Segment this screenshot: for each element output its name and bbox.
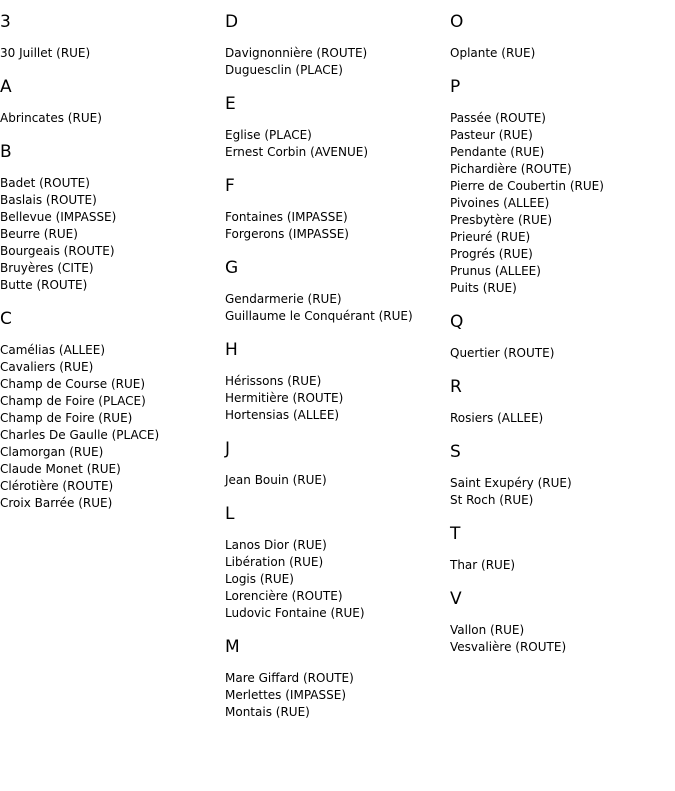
letter-section xyxy=(225,10,445,79)
street-item: Puits (RUE) xyxy=(450,281,517,295)
section-letter-heading: Q xyxy=(450,312,464,332)
section-letter-heading: V xyxy=(450,589,462,609)
letter-section xyxy=(450,75,670,297)
street-item: Ernest Corbin (AVENUE) xyxy=(225,145,369,159)
section-letter-heading: M xyxy=(225,637,240,657)
street-list xyxy=(450,110,670,297)
street-list xyxy=(0,110,220,127)
street-item: Libération (RUE) xyxy=(225,555,324,569)
index-column xyxy=(0,10,220,525)
street-item: Logis (RUE) xyxy=(225,572,294,586)
section-letter-heading: S xyxy=(450,442,461,462)
street-item: Hérissons (RUE) xyxy=(225,374,322,388)
street-item: Presbytère (RUE) xyxy=(450,213,553,227)
letter-section xyxy=(0,75,220,127)
street-list xyxy=(225,472,445,489)
letter-section xyxy=(450,375,670,427)
street-item: Guillaume le Conquérant (RUE) xyxy=(225,309,413,323)
section-letter-heading: O xyxy=(450,12,464,32)
street-list xyxy=(450,557,670,574)
street-item: Pichardière (ROUTE) xyxy=(450,162,572,176)
street-item: Prunus (ALLEE) xyxy=(450,264,541,278)
street-item: Gendarmerie (RUE) xyxy=(225,292,342,306)
street-item: Camélias (ALLEE) xyxy=(0,343,105,357)
street-item: Pivoines (ALLEE) xyxy=(450,196,550,210)
street-item: Eglise (PLACE) xyxy=(225,128,312,142)
letter-section xyxy=(225,174,445,243)
street-item: Champ de Foire (PLACE) xyxy=(0,394,146,408)
street-list xyxy=(225,373,445,424)
street-item: Merlettes (IMPASSE) xyxy=(225,688,346,702)
section-letter-heading: D xyxy=(225,12,239,32)
street-item: Vesvalière (ROUTE) xyxy=(450,640,567,654)
street-item: Champ de Foire (RUE) xyxy=(0,411,133,425)
street-item: Claude Monet (RUE) xyxy=(0,462,121,476)
street-item: Baslais (ROUTE) xyxy=(0,193,97,207)
letter-section xyxy=(225,92,445,161)
letter-section xyxy=(225,437,445,489)
street-item: Thar (RUE) xyxy=(450,558,516,572)
street-item: Cavaliers (RUE) xyxy=(0,360,94,374)
street-item: Bellevue (IMPASSE) xyxy=(0,210,117,224)
street-list xyxy=(0,342,220,512)
letter-section xyxy=(0,10,220,62)
street-item: Champ de Course (RUE) xyxy=(0,377,146,391)
street-item: Beurre (RUE) xyxy=(0,227,78,241)
letter-section xyxy=(450,522,670,574)
street-item: Saint Exupéry (RUE) xyxy=(450,476,572,490)
street-item: Rosiers (ALLEE) xyxy=(450,411,544,425)
section-letter-heading: G xyxy=(225,258,239,278)
street-item: Bourgeais (ROUTE) xyxy=(0,244,115,258)
street-item: Clérotière (ROUTE) xyxy=(0,479,114,493)
letter-section xyxy=(225,338,445,424)
letter-section xyxy=(450,587,670,656)
street-item: Pierre de Coubertin (RUE) xyxy=(450,179,604,193)
street-item: Badet (ROUTE) xyxy=(0,176,90,190)
street-list xyxy=(450,622,670,656)
section-letter-heading: C xyxy=(0,309,12,329)
section-letter-heading: P xyxy=(450,77,461,97)
street-item: 30 Juillet (RUE) xyxy=(0,46,91,60)
street-item: Duguesclin (PLACE) xyxy=(225,63,343,77)
letter-section xyxy=(225,635,445,721)
street-item: Lanos Dior (RUE) xyxy=(225,538,327,552)
street-list xyxy=(0,175,220,294)
street-item: Fontaines (IMPASSE) xyxy=(225,210,348,224)
street-item: Prieuré (RUE) xyxy=(450,230,531,244)
street-list xyxy=(225,670,445,721)
street-item: Abrincates (RUE) xyxy=(0,111,102,125)
street-item: Bruyères (CITE) xyxy=(0,261,94,275)
section-letter-heading: J xyxy=(225,439,231,459)
street-list xyxy=(225,291,445,325)
street-item: Butte (ROUTE) xyxy=(0,278,88,292)
street-item: Vallon (RUE) xyxy=(450,623,525,637)
section-letter-heading: E xyxy=(225,94,236,114)
street-item: Croix Barrée (RUE) xyxy=(0,496,113,510)
section-letter-heading: L xyxy=(225,504,235,524)
street-list xyxy=(450,410,670,427)
street-item: Hermitière (ROUTE) xyxy=(225,391,344,405)
street-item: Passée (ROUTE) xyxy=(450,111,546,125)
street-list xyxy=(225,209,445,243)
street-item: Hortensias (ALLEE) xyxy=(225,408,340,422)
street-item: Pasteur (RUE) xyxy=(450,128,533,142)
index-column xyxy=(225,10,445,734)
street-item: Charles De Gaulle (PLACE) xyxy=(0,428,160,442)
street-item: St Roch (RUE) xyxy=(450,493,534,507)
section-letter-heading: T xyxy=(450,524,461,544)
letter-section xyxy=(225,256,445,325)
street-item: Pendante (RUE) xyxy=(450,145,545,159)
street-item: Quertier (ROUTE) xyxy=(450,346,555,360)
letter-section xyxy=(450,310,670,362)
street-list xyxy=(225,537,445,622)
street-item: Forgerons (IMPASSE) xyxy=(225,227,349,241)
letter-section xyxy=(0,307,220,512)
street-item: Clamorgan (RUE) xyxy=(0,445,104,459)
street-item: Lorencière (ROUTE) xyxy=(225,589,343,603)
index-column xyxy=(450,10,670,669)
street-item: Jean Bouin (RUE) xyxy=(225,473,327,487)
street-list xyxy=(450,45,670,62)
section-letter-heading: 3 xyxy=(0,12,11,32)
street-item: Progrés (RUE) xyxy=(450,247,533,261)
street-list xyxy=(0,45,220,62)
section-letter-heading: R xyxy=(450,377,462,397)
section-letter-heading: F xyxy=(225,176,235,196)
letter-section xyxy=(225,502,445,622)
letter-section xyxy=(450,10,670,62)
letter-section xyxy=(450,440,670,509)
letter-section xyxy=(0,140,220,294)
street-item: Oplante (RUE) xyxy=(450,46,536,60)
street-list xyxy=(450,345,670,362)
street-item: Mare Giffard (ROUTE) xyxy=(225,671,354,685)
section-letter-heading: H xyxy=(225,340,238,360)
street-list xyxy=(225,45,445,79)
street-item: Ludovic Fontaine (RUE) xyxy=(225,606,365,620)
street-item: Davignonnière (ROUTE) xyxy=(225,46,368,60)
street-list xyxy=(225,127,445,161)
section-letter-heading: A xyxy=(0,77,12,97)
street-item: Montais (RUE) xyxy=(225,705,310,719)
section-letter-heading: B xyxy=(0,142,12,162)
street-list xyxy=(450,475,670,509)
